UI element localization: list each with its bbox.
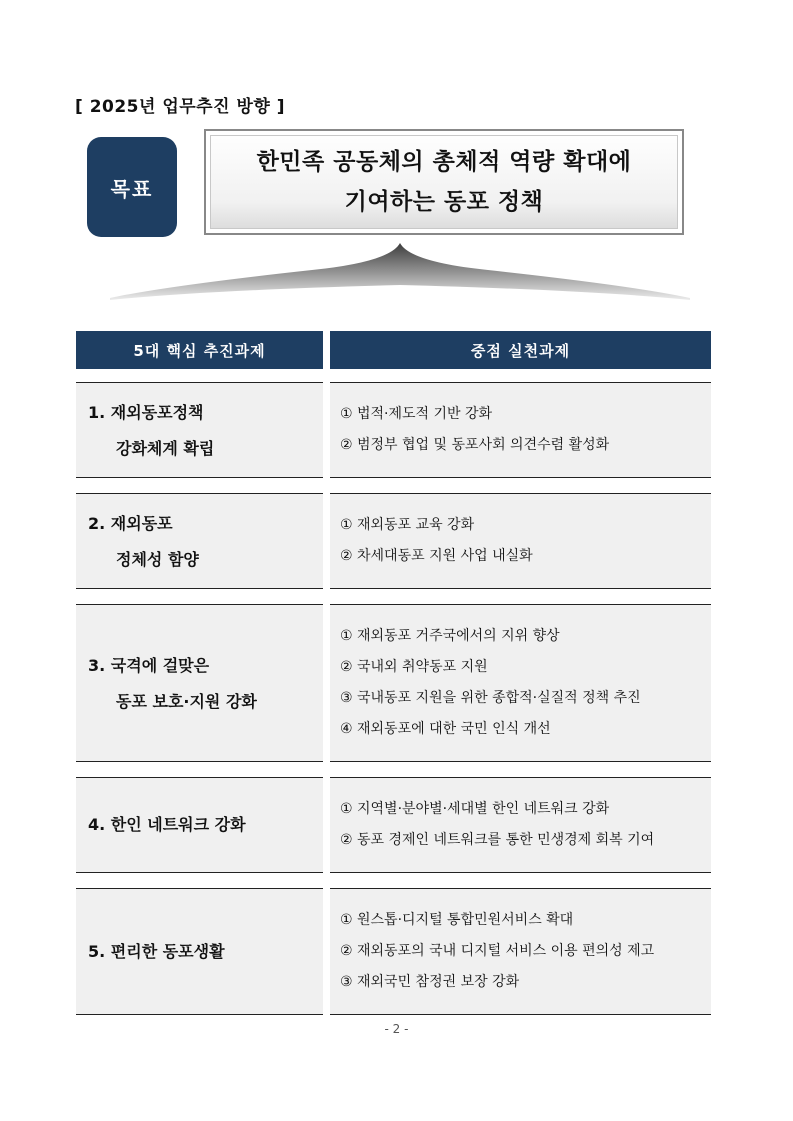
practice-item: ② 국내외 취약동포 지원 <box>340 659 488 675</box>
practice-item: ② 동포 경제인 네트워크를 통한 민생경제 회복 기여 <box>340 832 655 848</box>
goal-statement-line-1: 한민족 공동체의 총체적 역량 확대에 <box>256 149 632 175</box>
page-number: - 2 - <box>384 1022 409 1036</box>
core-task-4 <box>76 777 323 873</box>
practice-tasks-3 <box>330 604 711 762</box>
core-task-title <box>88 807 246 843</box>
section-heading: [ 2025년 업무추진 방향 ] <box>75 97 285 117</box>
practice-item: ③ 국내동포 지원을 위한 종합적·실질적 정책 추진 <box>340 690 641 706</box>
core-task-title-line-1: 2. 재외동포 <box>88 514 173 533</box>
practice-item: ① 지역별·분야별·세대별 한인 네트워크 강화 <box>340 801 610 817</box>
core-task-title-line-1: 4. 한인 네트워크 강화 <box>88 815 246 834</box>
core-task-title-line-1: 3. 국격에 걸맞은 <box>88 656 210 675</box>
goal-statement-box <box>204 129 684 235</box>
upward-arch-arrow-icon <box>110 240 690 304</box>
core-task-title-line-2: 강화체계 확립 <box>116 439 215 458</box>
table-header-practice-tasks: 중점 실천과제 <box>330 331 711 369</box>
core-task-2 <box>76 493 323 589</box>
practice-item: ③ 재외국민 참정권 보장 강화 <box>340 974 520 990</box>
core-task-title <box>88 506 199 578</box>
core-task-1 <box>76 382 323 478</box>
practice-tasks-4 <box>330 777 711 873</box>
practice-tasks-2 <box>330 493 711 589</box>
practice-tasks-1 <box>330 382 711 478</box>
core-task-title-line-2: 동포 보호·지원 강화 <box>116 692 257 711</box>
core-task-title-line-1: 1. 재외동포정책 <box>88 403 204 422</box>
practice-item: ① 재외동포 거주국에서의 지위 향상 <box>340 628 560 644</box>
table-header-core-tasks: 5대 핵심 추진과제 <box>76 331 323 369</box>
core-task-title-line-2: 정체성 함양 <box>116 550 199 569</box>
core-task-3 <box>76 604 323 762</box>
core-task-title <box>88 934 225 970</box>
goal-badge: 목표 <box>87 137 177 237</box>
practice-item: ① 재외동포 교육 강화 <box>340 517 475 533</box>
core-task-title-line-1: 5. 편리한 동포생활 <box>88 942 225 961</box>
core-task-title <box>88 648 257 720</box>
practice-item: ① 원스톱·디지털 통합민원서비스 확대 <box>340 912 574 928</box>
practice-item: ② 차세대동포 지원 사업 내실화 <box>340 548 533 564</box>
practice-tasks-5 <box>330 888 711 1015</box>
goal-statement-line-2: 기여하는 동포 정책 <box>344 189 544 215</box>
core-task-5 <box>76 888 323 1015</box>
practice-item: ① 법적·제도적 기반 강화 <box>340 406 493 422</box>
practice-item: ④ 재외동포에 대한 국민 인식 개선 <box>340 721 551 737</box>
practice-item: ② 재외동포의 국내 디지털 서비스 이용 편의성 제고 <box>340 943 655 959</box>
core-task-title <box>88 395 214 467</box>
practice-item: ② 범정부 협업 및 동포사회 의견수렴 활성화 <box>340 437 610 453</box>
